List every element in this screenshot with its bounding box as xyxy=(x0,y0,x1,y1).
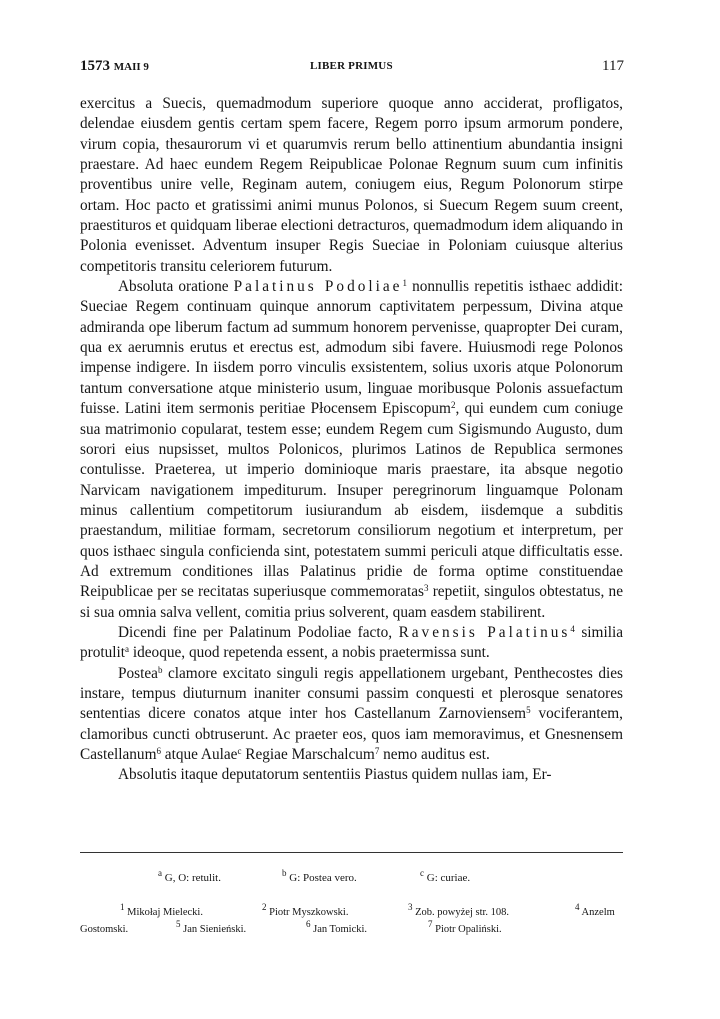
footnote-ref: 4 xyxy=(570,623,575,634)
note-text: Anzelm xyxy=(581,907,615,918)
text-span: ideoque, quod repetenda essent, a nobis praetermissa sunt. xyxy=(129,644,490,662)
explanatory-note xyxy=(428,921,502,938)
header-day: MAII 9 xyxy=(113,61,149,73)
explanatory-note xyxy=(120,904,203,921)
text-span: Regiae Marschalcum xyxy=(241,746,375,763)
text-span: , qui eundem cum coniuge sua matrimonio copularat, testem esse; eundem Regem cum Sigismundo Augusto, dum sorori eius nupsisset, multos Polonicos, plurimos Latinos de Republica sermones contulisse. Praeterea, ut imperio dominioque maris praestare, ita absque negotio Narvicam navigationem impediturum. Insuper peregrinorum linguamque Polonam minus callentium competitorum iusiurandum ab eisdem, iisdemque a subditis praestandum, militiae formam, secretorum consiliorum negotium et interpretum, per quos isthaec singula conficienda sint, potestatem summi periculi atque difficultatis esse. Ad extremum conditiones illas Palatinus pridie de forma optime constituendae Reipublicae per se recitatas superiusque commemoratas xyxy=(80,400,623,601)
footnote-ref: b xyxy=(157,664,163,675)
note-text: Mikołaj Mielecki. xyxy=(127,907,203,918)
paragraph-1: exercitus a Suecis, quemadmodum superiore quoque anno acciderat, profligatos, delendae eiusdem gentis certam spem facere, Regem porro ipsum armorum pondere, virum copia, thesaurorum vi et quarumvis rerum bello attinentium abundantia insigni praestare. Ad haec eundem Regem Reipublicae Polonae Regnum suum cum infinitis proventibus unire velle, Reginam autem, coniugem eius, Regum Polonorum stirpe ortam. Hoc pacto et gratissimi animi munus Polonos, si Suecum Regem suum creent, praestituros et quidquam liberae electioni detracturos, quemadmodum idem aliquando in Polonia evenisset. Adventum insuper Regis Sueciae in Poloniam cuiusque alterius competitoris transitu celeriorem futurum. xyxy=(80,95,623,275)
running-header xyxy=(80,58,624,80)
text-span: clamore excitato singuli regis appellationem urgebant, Penthecostes dies instare, tempus diuturnum inaniter consumi passim conquesti et plerosque senatores sententias dicere conatos atque inter hos Castellanum Zarnoviensem xyxy=(80,664,623,723)
spaced-name: Ravensis Palatinus xyxy=(398,623,571,641)
note-text: G, O: retulit. xyxy=(164,872,221,884)
note-text: Piotr Myszkowski. xyxy=(269,907,349,918)
note-mark: c xyxy=(420,868,424,878)
text-span: Postea xyxy=(118,664,158,682)
footnote-divider xyxy=(80,852,623,853)
text-span: vociferantem, clamoribus cuncti obtruserunt. Ac praeter eos, quos iam memoravimus, et Gnesnensem Castellanum xyxy=(80,705,623,763)
spaced-name: Palatinus Podoliae xyxy=(233,278,403,296)
note-mark: 2 xyxy=(262,902,267,912)
note-mark: 1 xyxy=(120,902,125,912)
explanatory-note xyxy=(306,921,367,938)
textual-notes xyxy=(80,868,623,888)
footnote-ref: 2 xyxy=(450,400,456,411)
note-text: Jan Tomicki. xyxy=(313,924,368,935)
main-text xyxy=(80,94,623,786)
note-text: G: curiae. xyxy=(426,872,471,884)
text-span: repetiit, singulos obtestatus, ne si sua omnia salva vellent, comitia prius solverent, quam easdem stabilirent. xyxy=(80,583,623,621)
text-span: similia protulit xyxy=(80,623,623,662)
note-mark: 4 xyxy=(575,902,580,912)
textual-note xyxy=(282,868,357,884)
header-date xyxy=(80,58,149,75)
footnote-ref: 6 xyxy=(156,746,161,756)
note-mark: 5 xyxy=(176,919,181,929)
paragraph-4 xyxy=(80,664,623,766)
note-text: G: Postea vero. xyxy=(289,872,357,884)
note-text: Zob. powyżej str. 108. xyxy=(415,907,510,918)
footnote-ref: 1 xyxy=(402,278,407,289)
footnote-ref: 3 xyxy=(423,583,429,594)
text-span: nemo auditus est. xyxy=(379,746,490,763)
text-span: Dicendi fine per Palatinum Podoliae facto, xyxy=(118,623,393,641)
text-span: nonnullis repetitis isthaec addidit: Sueciae Regem continuam quinque annorum captivitatem perpessum, Divina atque admiranda ope liberum factum ad summum honorem pervenisse, quapropter Dei curam, qua ex aerumnis erutus et erectus est, admodum sibi favere. Huiusmodi rege Polonos impense indigere. In iisdem porro vinculis exsistentem, solius uxoris atque Polonorum tantum conversatione atque ministerio usum, linguae moribusque Polonis assuefactum fuisse. Latini item sermonis peritiae Płocensem Episcopum xyxy=(80,278,623,418)
note-mark: 3 xyxy=(408,902,413,912)
note-mark: b xyxy=(282,868,287,878)
text-span: Absoluta oratione xyxy=(118,278,229,296)
explanatory-note xyxy=(408,904,509,921)
text-span: atque Aulae xyxy=(160,746,238,763)
page-number: 117 xyxy=(602,58,624,74)
paragraph-3 xyxy=(80,623,623,664)
footnote-ref: c xyxy=(237,746,242,756)
explanatory-note-continued: Gostomski. xyxy=(80,924,129,935)
note-mark: 7 xyxy=(428,919,433,929)
textual-note xyxy=(420,868,471,884)
textual-note xyxy=(158,868,221,884)
header-year: 1573 xyxy=(80,58,110,74)
note-text: Jan Sienieński. xyxy=(183,924,247,935)
explanatory-notes xyxy=(80,904,623,944)
explanatory-note xyxy=(176,921,246,938)
note-mark: a xyxy=(158,868,162,878)
footnote-ref: 7 xyxy=(374,746,380,756)
note-mark: 6 xyxy=(306,919,311,929)
footnote-ref: 5 xyxy=(526,705,531,716)
header-title: LIBER PRIMUS xyxy=(310,60,393,72)
paragraph-5: Absolutis itaque deputatorum sententiis Piastus quidem nullas iam, Er- xyxy=(118,766,552,784)
note-text: Piotr Opaliński. xyxy=(435,924,502,935)
paragraph-2 xyxy=(80,277,623,623)
explanatory-note xyxy=(575,904,615,921)
footnote-ref: a xyxy=(125,644,130,655)
